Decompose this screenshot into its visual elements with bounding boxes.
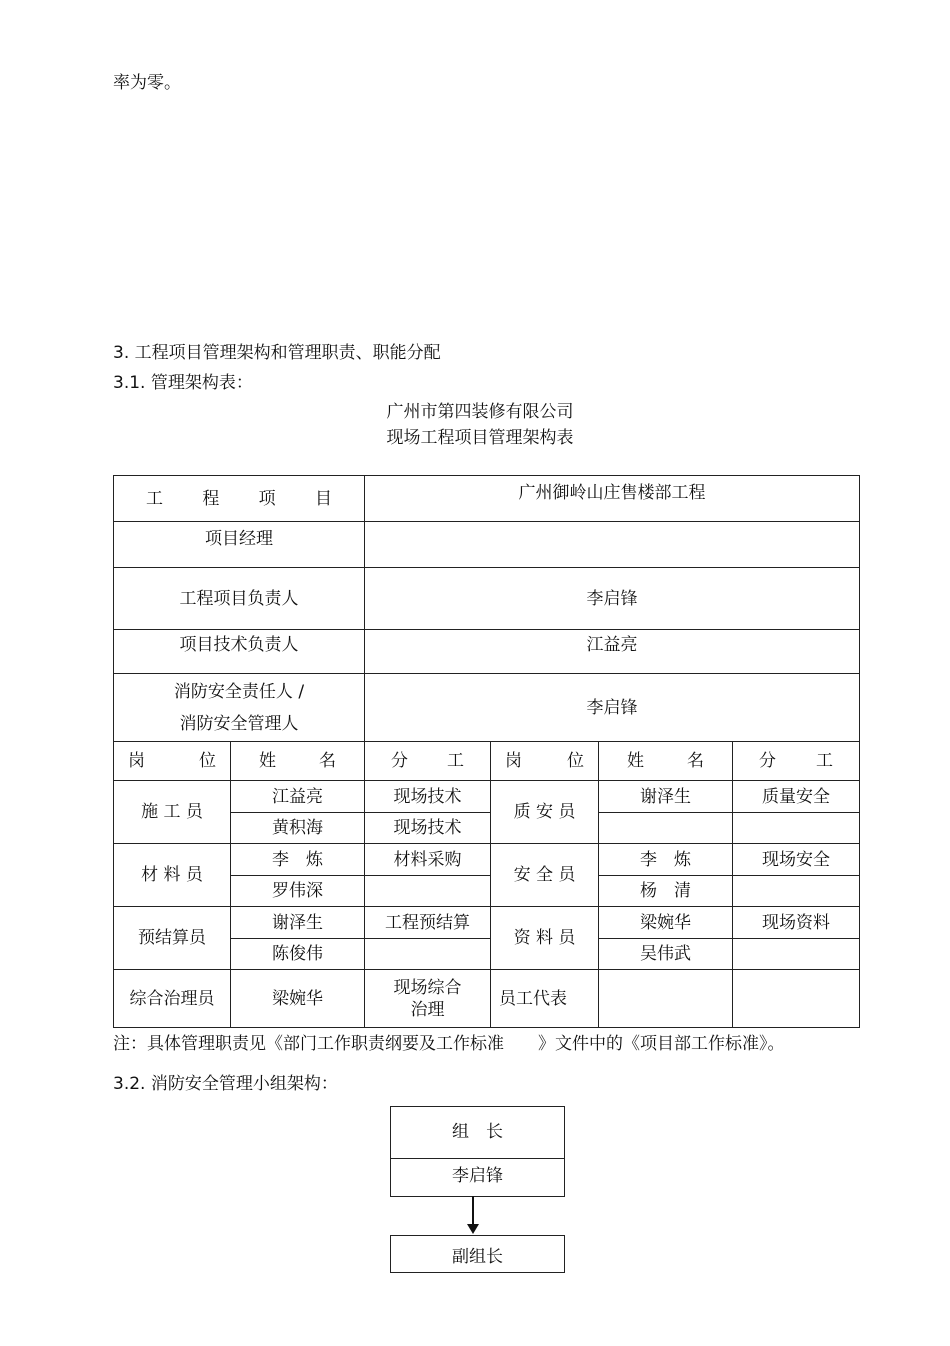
deputy-title: 副组长	[452, 1246, 503, 1267]
left-post: 预结算员	[114, 907, 231, 970]
duty-cell: 质量安全	[733, 781, 860, 813]
duty-cell: 现场技术	[365, 781, 491, 813]
header-post: 岗 位	[491, 742, 599, 781]
name-cell: 李 炼	[599, 844, 733, 876]
name-cell	[599, 970, 733, 1028]
name-cell: 罗伟深	[231, 876, 365, 907]
right-post: 员工代表	[491, 970, 599, 1028]
duty-cell	[733, 970, 860, 1028]
responsible-label: 工程项目负责人	[114, 568, 365, 630]
top-text: 率为零。	[113, 73, 181, 93]
responsible-value: 李启锋	[365, 568, 860, 630]
section-3-2-heading: 3.2. 消防安全管理小组架构：	[113, 1074, 338, 1094]
down-arrow-icon	[463, 1196, 483, 1236]
duty-cell: 现场安全	[733, 844, 860, 876]
duty-cell	[733, 813, 860, 844]
left-post: 综合治理员	[114, 970, 231, 1028]
project-label: 工 程 项 目	[146, 488, 332, 509]
table-row	[114, 781, 860, 813]
duty-cell: 现场综合 治理	[365, 970, 491, 1028]
table-note: 注：具体管理职责见《部门工作职责纲要及工作标准 》文件中的《项目部工作标准》。	[113, 1034, 785, 1054]
section-3-1-heading: 3.1. 管理架构表：	[113, 373, 253, 393]
section-3-heading: 3. 工程项目管理架构和管理职责、职能分配	[113, 343, 441, 363]
duty-cell	[733, 876, 860, 907]
header-duty: 分 工	[733, 742, 860, 781]
duty-cell	[733, 939, 860, 970]
project-label-cell	[114, 476, 365, 522]
duty-cell	[365, 876, 491, 907]
table-title: 现场工程项目管理架构表	[386, 428, 574, 448]
header-name: 姓 名	[599, 742, 733, 781]
name-cell: 谢泽生	[599, 781, 733, 813]
name-cell	[599, 813, 733, 844]
table-row	[114, 907, 860, 939]
right-post: 质 安 员	[491, 781, 599, 844]
management-structure-table	[113, 475, 860, 1028]
fire-value: 李启锋	[365, 674, 860, 742]
company-name: 广州市第四装修有限公司	[386, 402, 574, 422]
duty-cell	[365, 939, 491, 970]
left-post: 施 工 员	[114, 781, 231, 844]
header-duty: 分 工	[365, 742, 491, 781]
name-cell: 江益亮	[231, 781, 365, 813]
table-row	[114, 522, 860, 568]
fire-label-cell	[114, 674, 365, 742]
name-cell: 梁婉华	[599, 907, 733, 939]
name-cell: 陈俊伟	[231, 939, 365, 970]
leader-title: 组 长	[391, 1107, 564, 1159]
name-cell: 谢泽生	[231, 907, 365, 939]
header-post: 岗 位	[114, 742, 231, 781]
name-cell: 黄积海	[231, 813, 365, 844]
leader-box	[390, 1106, 565, 1197]
duty-cell: 现场资料	[733, 907, 860, 939]
tech-value: 江益亮	[365, 630, 860, 674]
header-name: 姓 名	[231, 742, 365, 781]
duty-cell: 工程预结算	[365, 907, 491, 939]
table-header-row	[114, 742, 860, 781]
tech-label: 项目技术负责人	[114, 630, 365, 674]
name-cell: 杨 清	[599, 876, 733, 907]
table-row	[114, 630, 860, 674]
deputy-box	[390, 1235, 565, 1273]
manager-value	[365, 522, 860, 568]
duty-cell: 材料采购	[365, 844, 491, 876]
right-post: 安 全 员	[491, 844, 599, 907]
manager-label: 项目经理	[114, 522, 365, 568]
right-post: 资 料 员	[491, 907, 599, 970]
table-row	[114, 970, 860, 1028]
project-value: 广州御岭山庄售楼部工程	[365, 476, 860, 522]
name-cell: 吴伟武	[599, 939, 733, 970]
name-cell: 李 炼	[231, 844, 365, 876]
name-cell: 梁婉华	[231, 970, 365, 1028]
fire-label-line-1: 消防安全责任人 /	[173, 681, 305, 702]
table-row	[114, 844, 860, 876]
table-row	[114, 674, 860, 742]
fire-label-line-2: 消防安全管理人	[179, 713, 299, 734]
leader-name: 李启锋	[452, 1166, 503, 1186]
table-row	[114, 476, 860, 522]
duty-cell: 现场技术	[365, 813, 491, 844]
left-post: 材 料 员	[114, 844, 231, 907]
table-row	[114, 568, 860, 630]
